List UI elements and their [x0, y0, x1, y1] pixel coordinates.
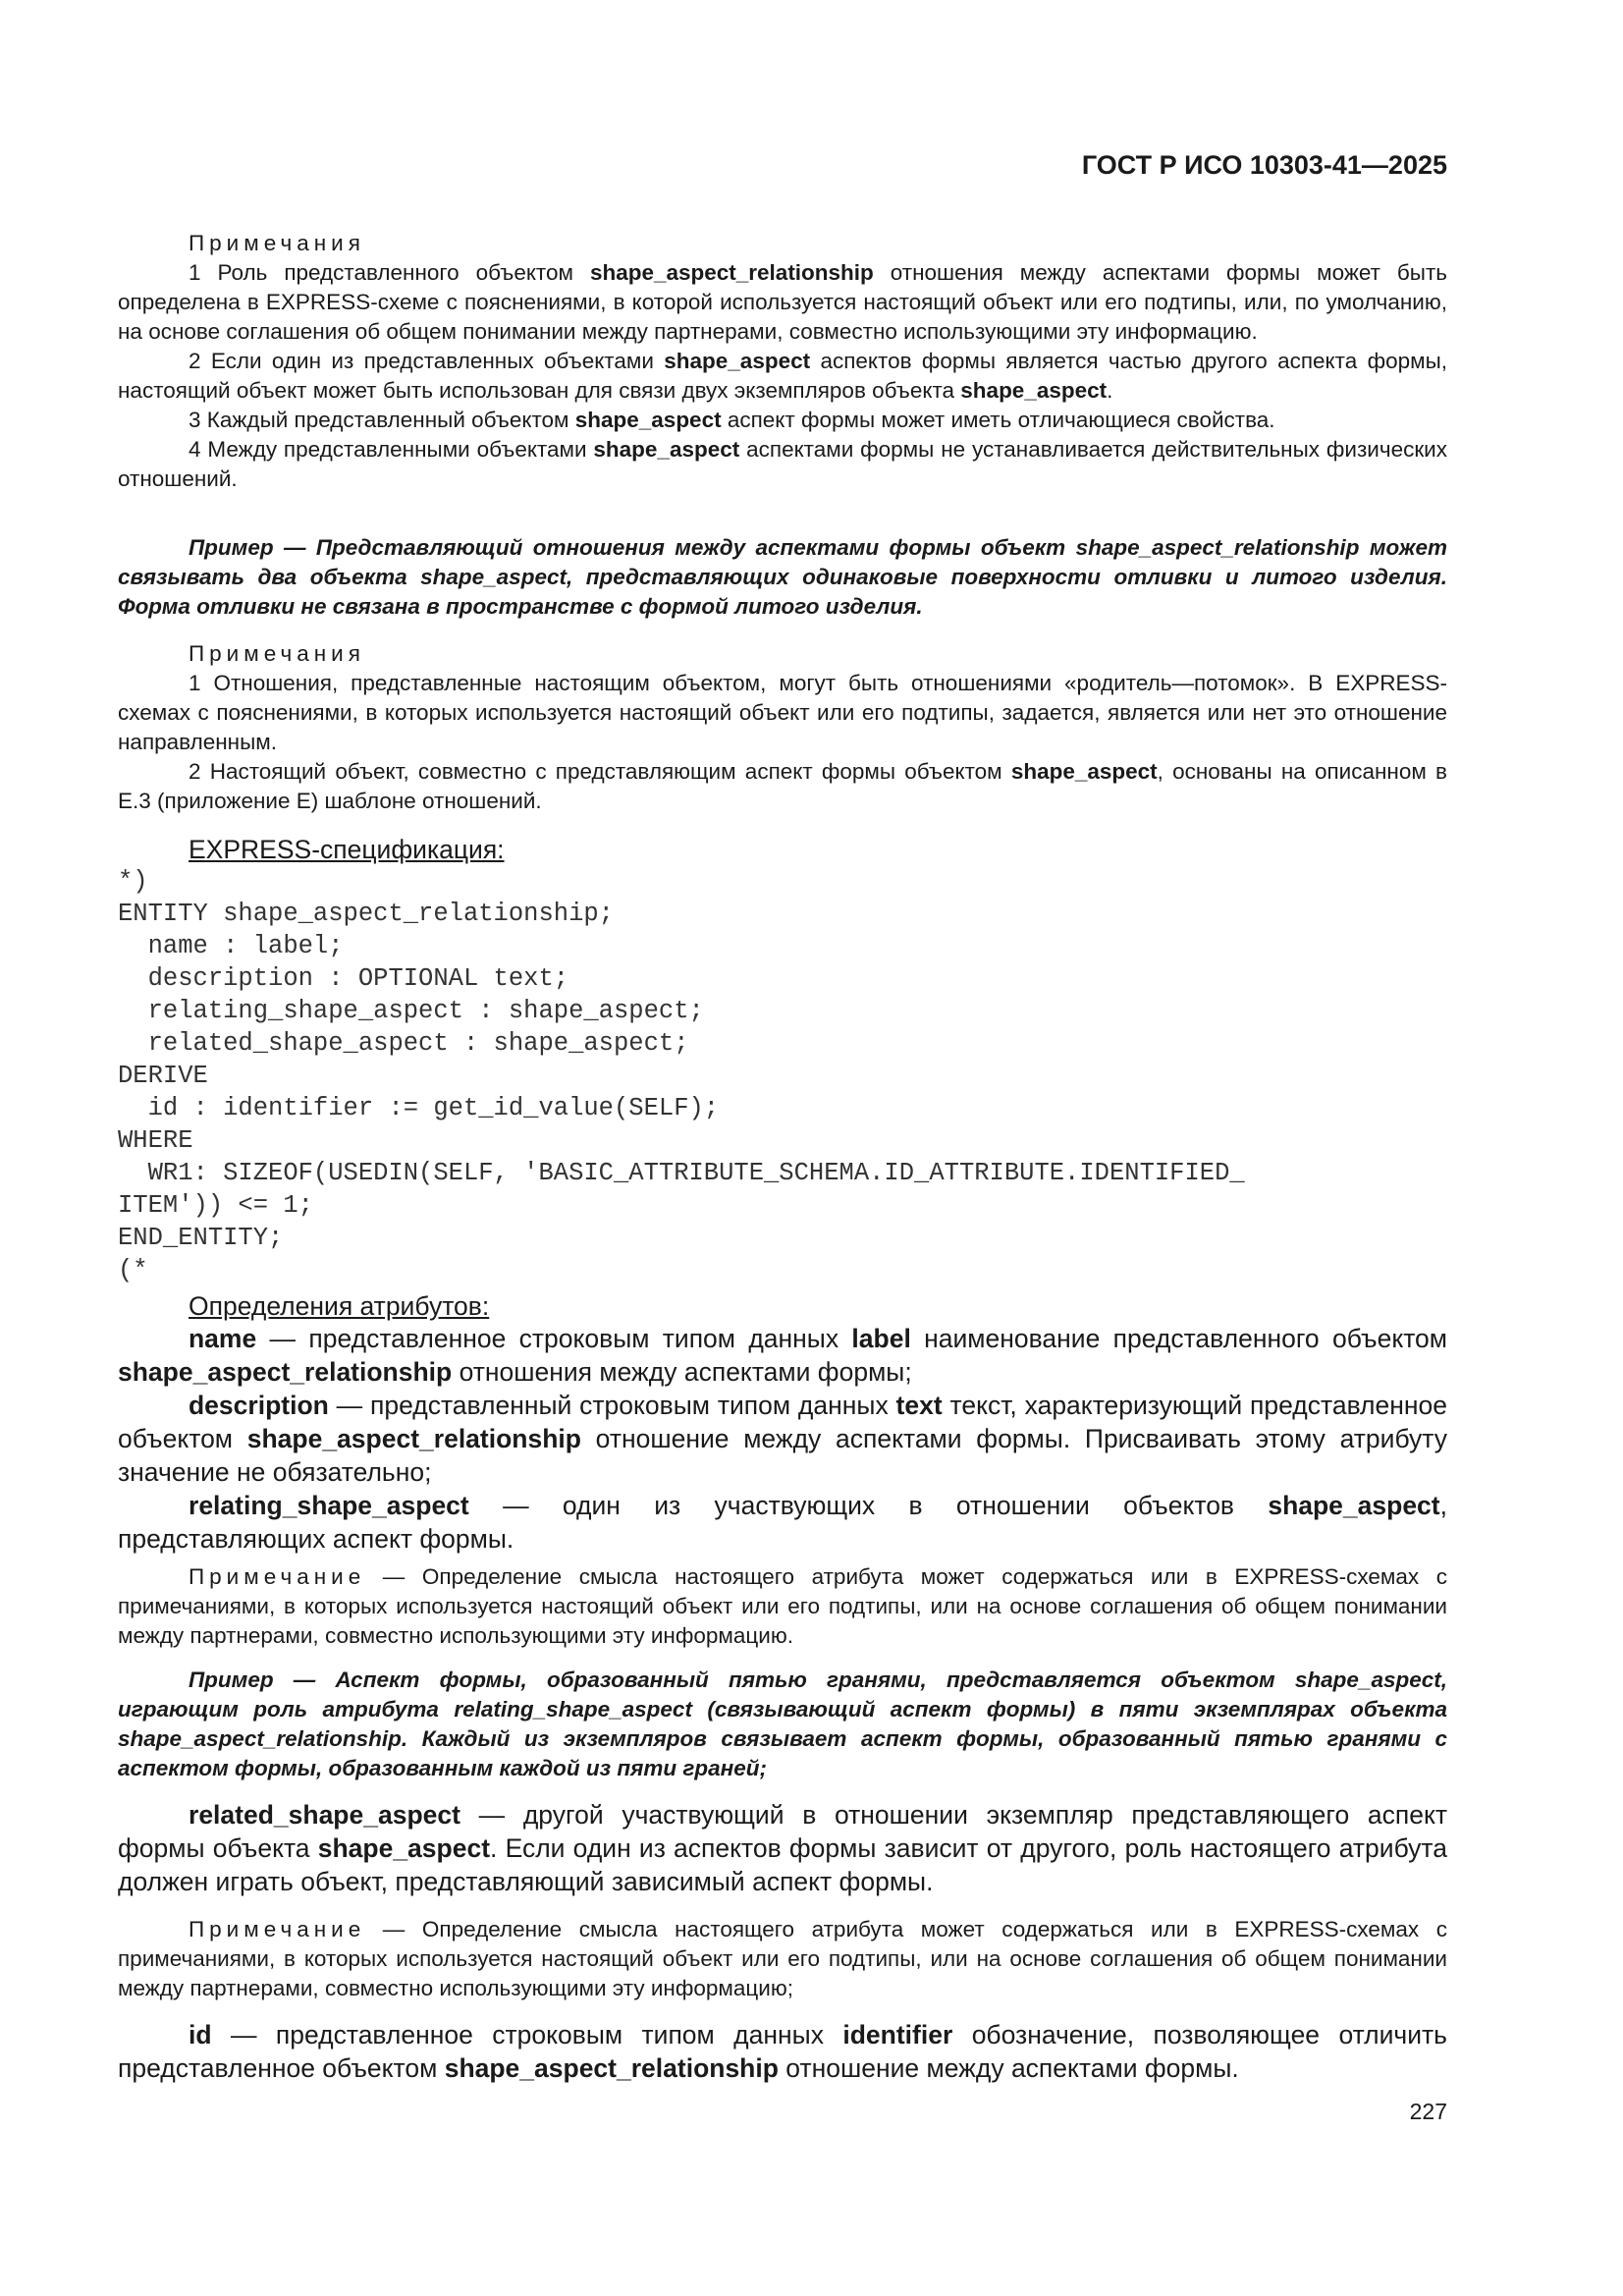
attr-id-block [118, 2018, 1447, 2085]
note-item: 4 Между представленными объектами shape_aspect аспектами формы не устанавливается действительных физических отношений. [118, 437, 1447, 491]
note-item: 2 Если один из представленных объектами shape_aspect аспектов формы является частью другого аспекта формы, настоящий объект может быть использован для связи двух экземпляров объекта shape_aspect. [118, 349, 1447, 403]
notes-block-2 [118, 639, 1447, 816]
note-4 [118, 1915, 1447, 2003]
note-text: Примечание — Определение смысла настоящего атрибута может содержаться или в EXPRESS-схемах с примечаниями, в которых используется настоящий объект или его подтипы, или на основе соглашения об общем понимании между партнерами, совместно использующими эту информацию. [118, 1564, 1447, 1648]
express-heading: EXPRESS-спецификация: [189, 835, 505, 864]
example-text: Пример — Аспект формы, образованный пятью гранями, представляется объектом shape_aspect, играющим роль атрибута relating_shape_aspect (связывающий аспект формы) в пяти экземплярах объекта shape_aspect_relationship. Каждый из экземпляров связывает аспект формы, образованный пятью гранями с аспектом формы, образованным каждой из пяти граней; [118, 1667, 1447, 1780]
attr-name-def: name — представленное строковым типом данных label наименование представленного объектом shape_aspect_relationship отношения между аспектами формы; [118, 1324, 1448, 1387]
page-number: 227 [1409, 2099, 1447, 2124]
express-code: *) ENTITY shape_aspect_relationship; name : label; description : OPTIONAL text; relating_shape_aspect : shape_aspect; related_shape_aspect : shape_aspect; DERIVE id : identifier := get_id_value(SELF); WHERE WR1: SIZEOF(USEDIN(SELF, 'BASIC_ATTRIBUTE_SCHEMA.ID_ATTRIBUTE.IDENTIFIED_ ITEM')) <= 1; END_ENTITY; (* [118, 867, 1245, 1285]
attr-related-def: related_shape_aspect — другой участвующий в отношении экземпляр представляющего аспект формы объекта shape_aspect. Если один из аспектов формы зависит от другого, роль настоящего атрибута должен играть объект, представляющий зависимый аспект формы. [118, 1800, 1447, 1896]
express-code-block [118, 865, 1447, 1286]
note-item: 2 Настоящий объект, совместно с представляющим аспект формы объектом shape_aspect, основаны на описанном в E.3 (приложение E) шаблоне отношений. [118, 759, 1447, 813]
note-3 [118, 1562, 1447, 1651]
attr-relating-def: relating_shape_aspect — один из участвующих в отношении объектов shape_aspect, представляющих аспект формы. [118, 1491, 1447, 1554]
attr-heading: Определения атрибутов: [189, 1291, 490, 1321]
example-2 [118, 1666, 1447, 1783]
note-item: 3 Каждый представленный объектом shape_aspect аспект формы может иметь отличающиеся свойства. [189, 408, 1275, 432]
note-item: 1 Роль представленного объектом shape_aspect_relationship отношения между аспектами формы может быть определена в EXPRESS-схеме с пояснениями, в которой используется настоящий объект или его подтипы, или, по умолчанию, на основе соглашения об общем понимании между партнерами, совместно использующими эту информацию. [118, 260, 1447, 344]
notes-title: Примечания [189, 231, 365, 255]
attr-id-def: id — представленное строковым типом данных identifier обозначение, позволяющее отличить представленное объектом shape_aspect_relationship отношение между аспектами формы. [118, 2020, 1447, 2083]
note-text: Примечание — Определение смысла настоящего атрибута может содержаться или в EXPRESS-схемах с примечаниями, в которых используется настоящий объект или его подтипы, или на основе соглашения об общем понимании между партнерами, совместно использующими эту информацию; [118, 1917, 1447, 2000]
attr-related-block [118, 1798, 1447, 1898]
example-text: Пример — Представляющий отношения между аспектами формы объект shape_aspect_relationship может связывать два объекта shape_aspect, представляющих одинаковые поверхности отливки и литого изделия. Форма отливки не связана в пространстве с формой литого изделия. [118, 535, 1447, 619]
notes-block-1 [118, 229, 1447, 494]
attr-heading-block [118, 1289, 1447, 1323]
example-1 [118, 533, 1447, 622]
standard-header: ГОСТ Р ИСО 10303-41—2025 [1081, 150, 1447, 180]
notes-title: Примечания [189, 641, 365, 666]
express-heading-block [118, 833, 1447, 866]
note-item: 1 Отношения, представленные настоящим объектом, могут быть отношениями «родитель—потомок». В EXPRESS-схемах с пояснениями, в которых используется настоящий объект или его подтипы, задается, является или нет это отношение направленным. [118, 671, 1447, 754]
attribute-definitions [118, 1322, 1447, 1556]
attr-description-def: description — представленный строковым типом данных text текст, характеризующий представленное объектом shape_aspect_relationship отношение между аспектами формы. Присваивать этому атрибуту значение не обязательно; [118, 1391, 1447, 1487]
